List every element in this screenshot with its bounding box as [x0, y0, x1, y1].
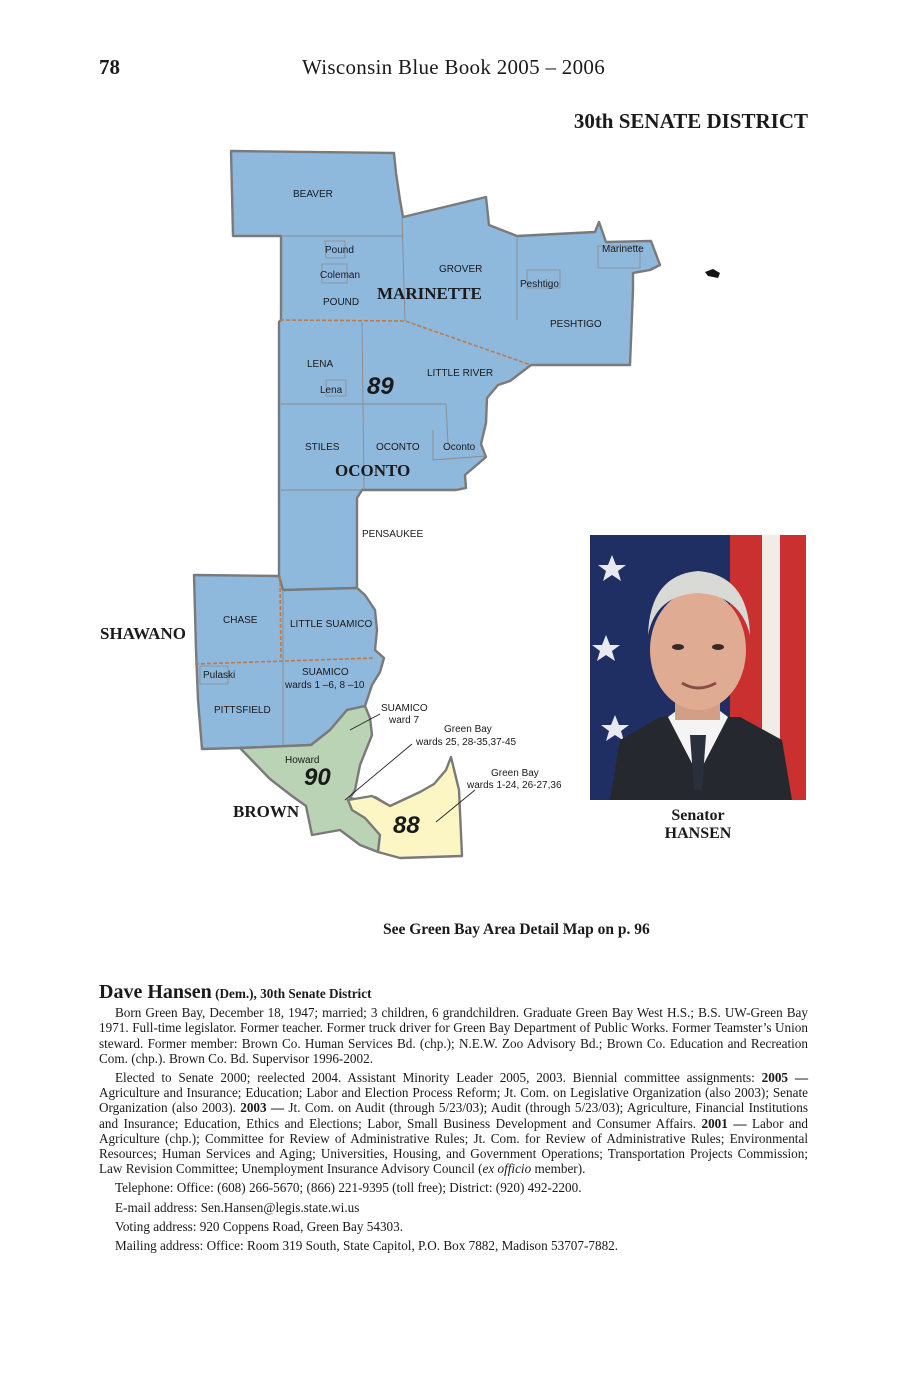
label-gb2-2: wards 1-24, 26-27,36: [467, 780, 562, 791]
label-oconto-city: Oconto: [443, 442, 476, 453]
label-chase: CHASE: [223, 615, 258, 626]
assembly-district-88: 88: [393, 812, 420, 839]
island-shape: [705, 269, 720, 278]
detail-map-note: See Green Bay Area Detail Map on p. 96: [383, 921, 650, 938]
district-title: 30th SENATE DISTRICT: [573, 109, 808, 133]
label-pulaski: Pulaski: [203, 670, 236, 681]
senator-photo: [590, 535, 806, 800]
label-suamico-1: SUAMICO: [302, 667, 349, 678]
label-howard: Howard: [285, 755, 320, 766]
label-pound-village: Pound: [325, 245, 354, 256]
label-little-suamico: LITTLE SUAMICO: [290, 619, 373, 630]
label-oconto-town: OCONTO: [376, 442, 420, 453]
label-coleman: Coleman: [320, 270, 361, 281]
caption-name: HANSEN: [664, 825, 732, 842]
label-beaver: BEAVER: [293, 189, 333, 200]
year-2003: 2003 —: [240, 1100, 285, 1116]
label-gb2-1: Green Bay: [491, 768, 539, 779]
bio-voting-address: Voting address: 920 Coppens Road, Green Bay 54303.: [115, 1218, 404, 1234]
label-gb1-2: wards 25, 28-35,37-45: [416, 737, 517, 748]
label-gb1-1: Green Bay: [444, 724, 492, 735]
label-pittsfield: PITTSFIELD: [214, 705, 271, 716]
label-pensaukee: PENSAUKEE: [362, 529, 424, 540]
county-label-oconto: OCONTO: [335, 461, 411, 480]
bio-telephone: Telephone: Office: (608) 266-5670; (866) 221-9395 (toll free); District: (920) 492-2200.: [115, 1180, 582, 1196]
bio-mailing-address: Mailing address: Office: Room 319 South, State Capitol, P.O. Box 7882, Madison 53707-7882.: [115, 1238, 619, 1254]
bio-paragraph-legislative: Elected to Senate 2000; reelected 2004. Assistant Minority Leader 2005, 2003. Biennial committee assignments: 2005 — Agriculture and Insurance; Education; Labor and Election Process Reform; Jt. Com. on Legislative Organization (also 2003); Senate Organization (also 2003). 2003 — Jt. Com. on Audit (through 5/23/03); Audit (through 5/23/03); Agriculture, Financial Institutions and Insurance; Education, Ethics and Elections; Labor, Small Business Development and Consumer Affairs. 2001 — Labor and Agriculture (chp.); Committee for Review of Administrative Rules; Jt. Com. for Review of Administrative Rules; Environmental Resources; Human Services and Aging; Universities, Housing, and Government Operations; Transportation Projects Commission; Law Revision Committee; Unemployment Insurance Advisory Council (ex officio member).: [99, 1070, 809, 1177]
label-pound-town: POUND: [323, 297, 360, 308]
label-suamico7-2: ward 7: [389, 715, 420, 726]
county-label-shawano: SHAWANO: [100, 624, 186, 643]
assembly-district-90: 90: [304, 764, 331, 791]
county-label-brown: BROWN: [233, 802, 300, 821]
running-head: Wisconsin Blue Book 2005 – 2006: [301, 55, 606, 79]
label-marinette-city: Marinette: [602, 244, 644, 255]
label-peshtigo-city: Peshtigo: [520, 279, 559, 290]
label-suamico7-1: SUAMICO: [381, 703, 428, 714]
year-2001: 2001 —: [701, 1115, 747, 1131]
county-label-marinette: MARINETTE: [377, 284, 482, 303]
year-2005: 2005 —: [761, 1070, 809, 1086]
bio-email: E-mail address: Sen.Hansen@legis.state.wi.us: [115, 1199, 360, 1215]
page-number: 78: [99, 55, 120, 79]
label-stiles: STILES: [305, 442, 340, 453]
label-suamico-2: wards 1 –6, 8 –10: [285, 680, 365, 691]
label-little-river: LITTLE RIVER: [427, 368, 494, 379]
senator-biography: [99, 981, 809, 1254]
photo-caption: [590, 807, 806, 843]
label-lena-village: Lena: [320, 385, 343, 396]
assembly-district-89: 89: [367, 373, 394, 400]
caption-title: Senator: [671, 807, 725, 824]
party-district: (Dem.), 30th Senate District: [211, 986, 372, 1001]
senator-name: Dave Hansen: [99, 981, 212, 1003]
label-peshtigo-town: PESHTIGO: [550, 319, 602, 330]
label-lena-town: LENA: [307, 359, 334, 370]
label-grover: GROVER: [439, 264, 483, 275]
bio-heading: [99, 981, 808, 1003]
bio-paragraph-background: Born Green Bay, December 18, 1947; married; 3 children, 6 grandchildren. Graduate Green Bay West H.S.; B.S. UW-Green Bay 1971. Full-time legislator. Former teacher. Former truck driver for Green Bay Department of Public Works. Former Teamster’s Union steward. Former member: Brown Co. Human Services Bd. (chp.); N.E.W. Zoo Advisory Bd.; Brown Co. Education and Recreation Com. (chp.). Brown Co. Bd. Supervisor 1996-2002.: [99, 1005, 808, 1066]
